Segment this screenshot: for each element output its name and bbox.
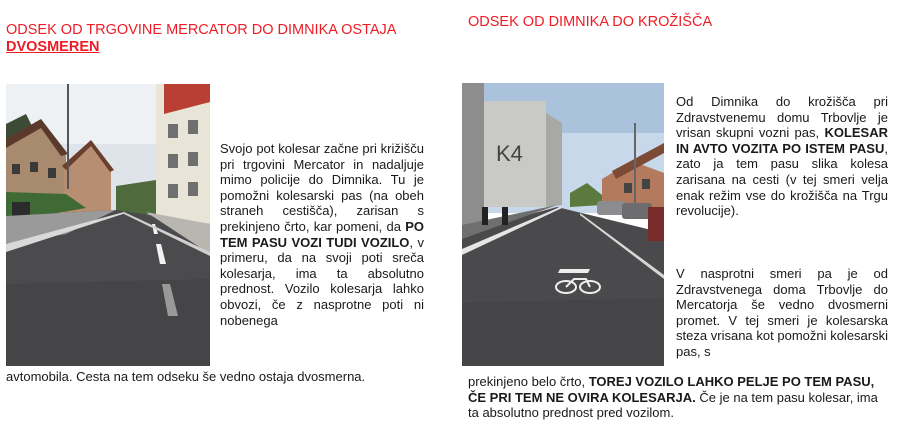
right-p1-bold: KOLESAR IN AVTO VOZITA PO ISTEM PASU — [676, 125, 888, 156]
right-body-p1 — [676, 94, 888, 219]
left-body-bold: PO TEM PASU VOZI TUDI VOZILO — [220, 218, 424, 250]
left-street-photo — [6, 84, 210, 366]
right-body-tail — [468, 374, 888, 421]
right-tail-end: Če je na tem pasu kolesar, ima ta absolutno prednost pred vozilom. — [468, 389, 878, 421]
right-body-p2: V nasprotni smeri pa je od Zdravstvenega doma Trbovlje do Mercatorja še vedno dvosmerni promet. V tej smeri je kolesarska steza vrisana kot pomožni kolesarski pas, s — [676, 266, 888, 359]
right-p1-end: , zato ja tem pasu slika kolesa zarisana na cesti (v tej smeri velja enak režim vse do krožišča na Trgu revolucije). — [676, 140, 888, 219]
left-heading — [6, 22, 396, 56]
left-body-start: Svojo pot kolesar začne pri križišču pri trgovini Mercator in nadaljuje mimo policije do Dimnika. Tu je pomožni kolesarski pas (na obeh straneh cestišča), zarisan s prekinjeno črto, kar pomeni, da — [220, 141, 424, 234]
right-street-photo — [462, 83, 664, 366]
right-tail-bold: TOREJ VOZILO LAHKO PELJE PO TEM PASU, ČE PRI TEM NE OVIRA KOLESARJA. — [468, 374, 875, 405]
right-p1-start: Od Dimnika do krožišča pri Zdravstvenemu domu Trbovlje je vrisan skupni vozni pas, — [676, 94, 888, 141]
left-body-end: , v primeru, da na svoji poti sreča kolesarja, ima ta absolutno prednost. Vozilo kolesarja lahko obvozi, če z nasprotne poti ni nobenega — [220, 234, 424, 328]
right-tail-start: prekinjeno belo črto, — [468, 374, 589, 389]
left-body-text — [220, 141, 424, 328]
right-heading: ODSEK OD DIMNIKA DO KROŽIŠČA — [468, 14, 713, 30]
svg-text:K4: K4 — [496, 141, 523, 166]
left-heading-line2: DVOSMEREN — [6, 39, 100, 55]
left-body-tail: avtomobila. Cesta na tem odseku še vedno ostaja dvosmerna. — [6, 369, 366, 384]
left-heading-line1: ODSEK OD TRGOVINE MERCATOR DO DIMNIKA OSTAJA — [6, 22, 397, 38]
